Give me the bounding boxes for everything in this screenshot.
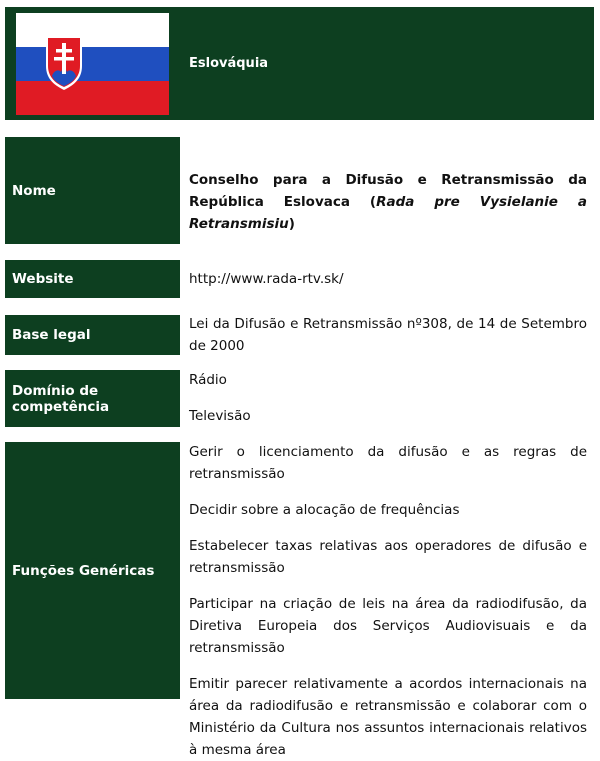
coat-of-arms-icon: [44, 34, 84, 91]
label-website: Website: [5, 260, 180, 298]
nome-main: Conselho para a Difusão e Retransmissão da República Eslovaca (: [189, 172, 587, 210]
flag-blue-stripe: [16, 47, 169, 81]
nome-italic: Rada pre Vysielanie a Retransmisiu: [189, 194, 588, 232]
slovakia-flag-icon: [16, 13, 169, 115]
label-base-legal: Base legal: [5, 315, 180, 355]
value-nome: [189, 169, 587, 235]
value-base-legal: Lei da Difusão e Retransmissão nº308, de 14 de Setembro de 2000: [189, 316, 587, 354]
country-name: Eslováquia: [189, 56, 269, 71]
dominio-item: Rádio: [189, 372, 227, 388]
dominio-item: Televisão: [189, 408, 251, 424]
flag-white-stripe: [16, 13, 169, 47]
label-dominio: Domínio de competência: [5, 370, 180, 427]
value-dominio: [189, 369, 587, 427]
value-funcoes: [189, 441, 587, 761]
funcao-item: Gerir o licenciamento da difusão e as regras de retransmissão: [189, 444, 587, 482]
funcao-item: Estabelecer taxas relativas aos operadores de difusão e retransmissão: [189, 538, 587, 576]
nome-end: ): [288, 216, 295, 232]
funcao-item: Participar na criação de leis na área da radiodifusão, da Diretiva Europeia dos Serviços Audiovisuais e da retransmissão: [189, 596, 587, 656]
label-funcoes: Funções Genéricas: [5, 442, 180, 699]
value-website[interactable]: http://www.rada-rtv.sk/: [189, 271, 344, 287]
funcao-item: Decidir sobre a alocação de frequências: [189, 502, 460, 518]
label-nome: Nome: [5, 137, 180, 244]
country-header: [5, 7, 594, 120]
funcao-item: Emitir parecer relativamente a acordos internacionais na área da radiodifusão e retransmissão e colaborar com o Ministério da Cultura nos assuntos internacionais relativos à mesma área: [189, 676, 587, 758]
flag-red-stripe: [16, 81, 169, 115]
